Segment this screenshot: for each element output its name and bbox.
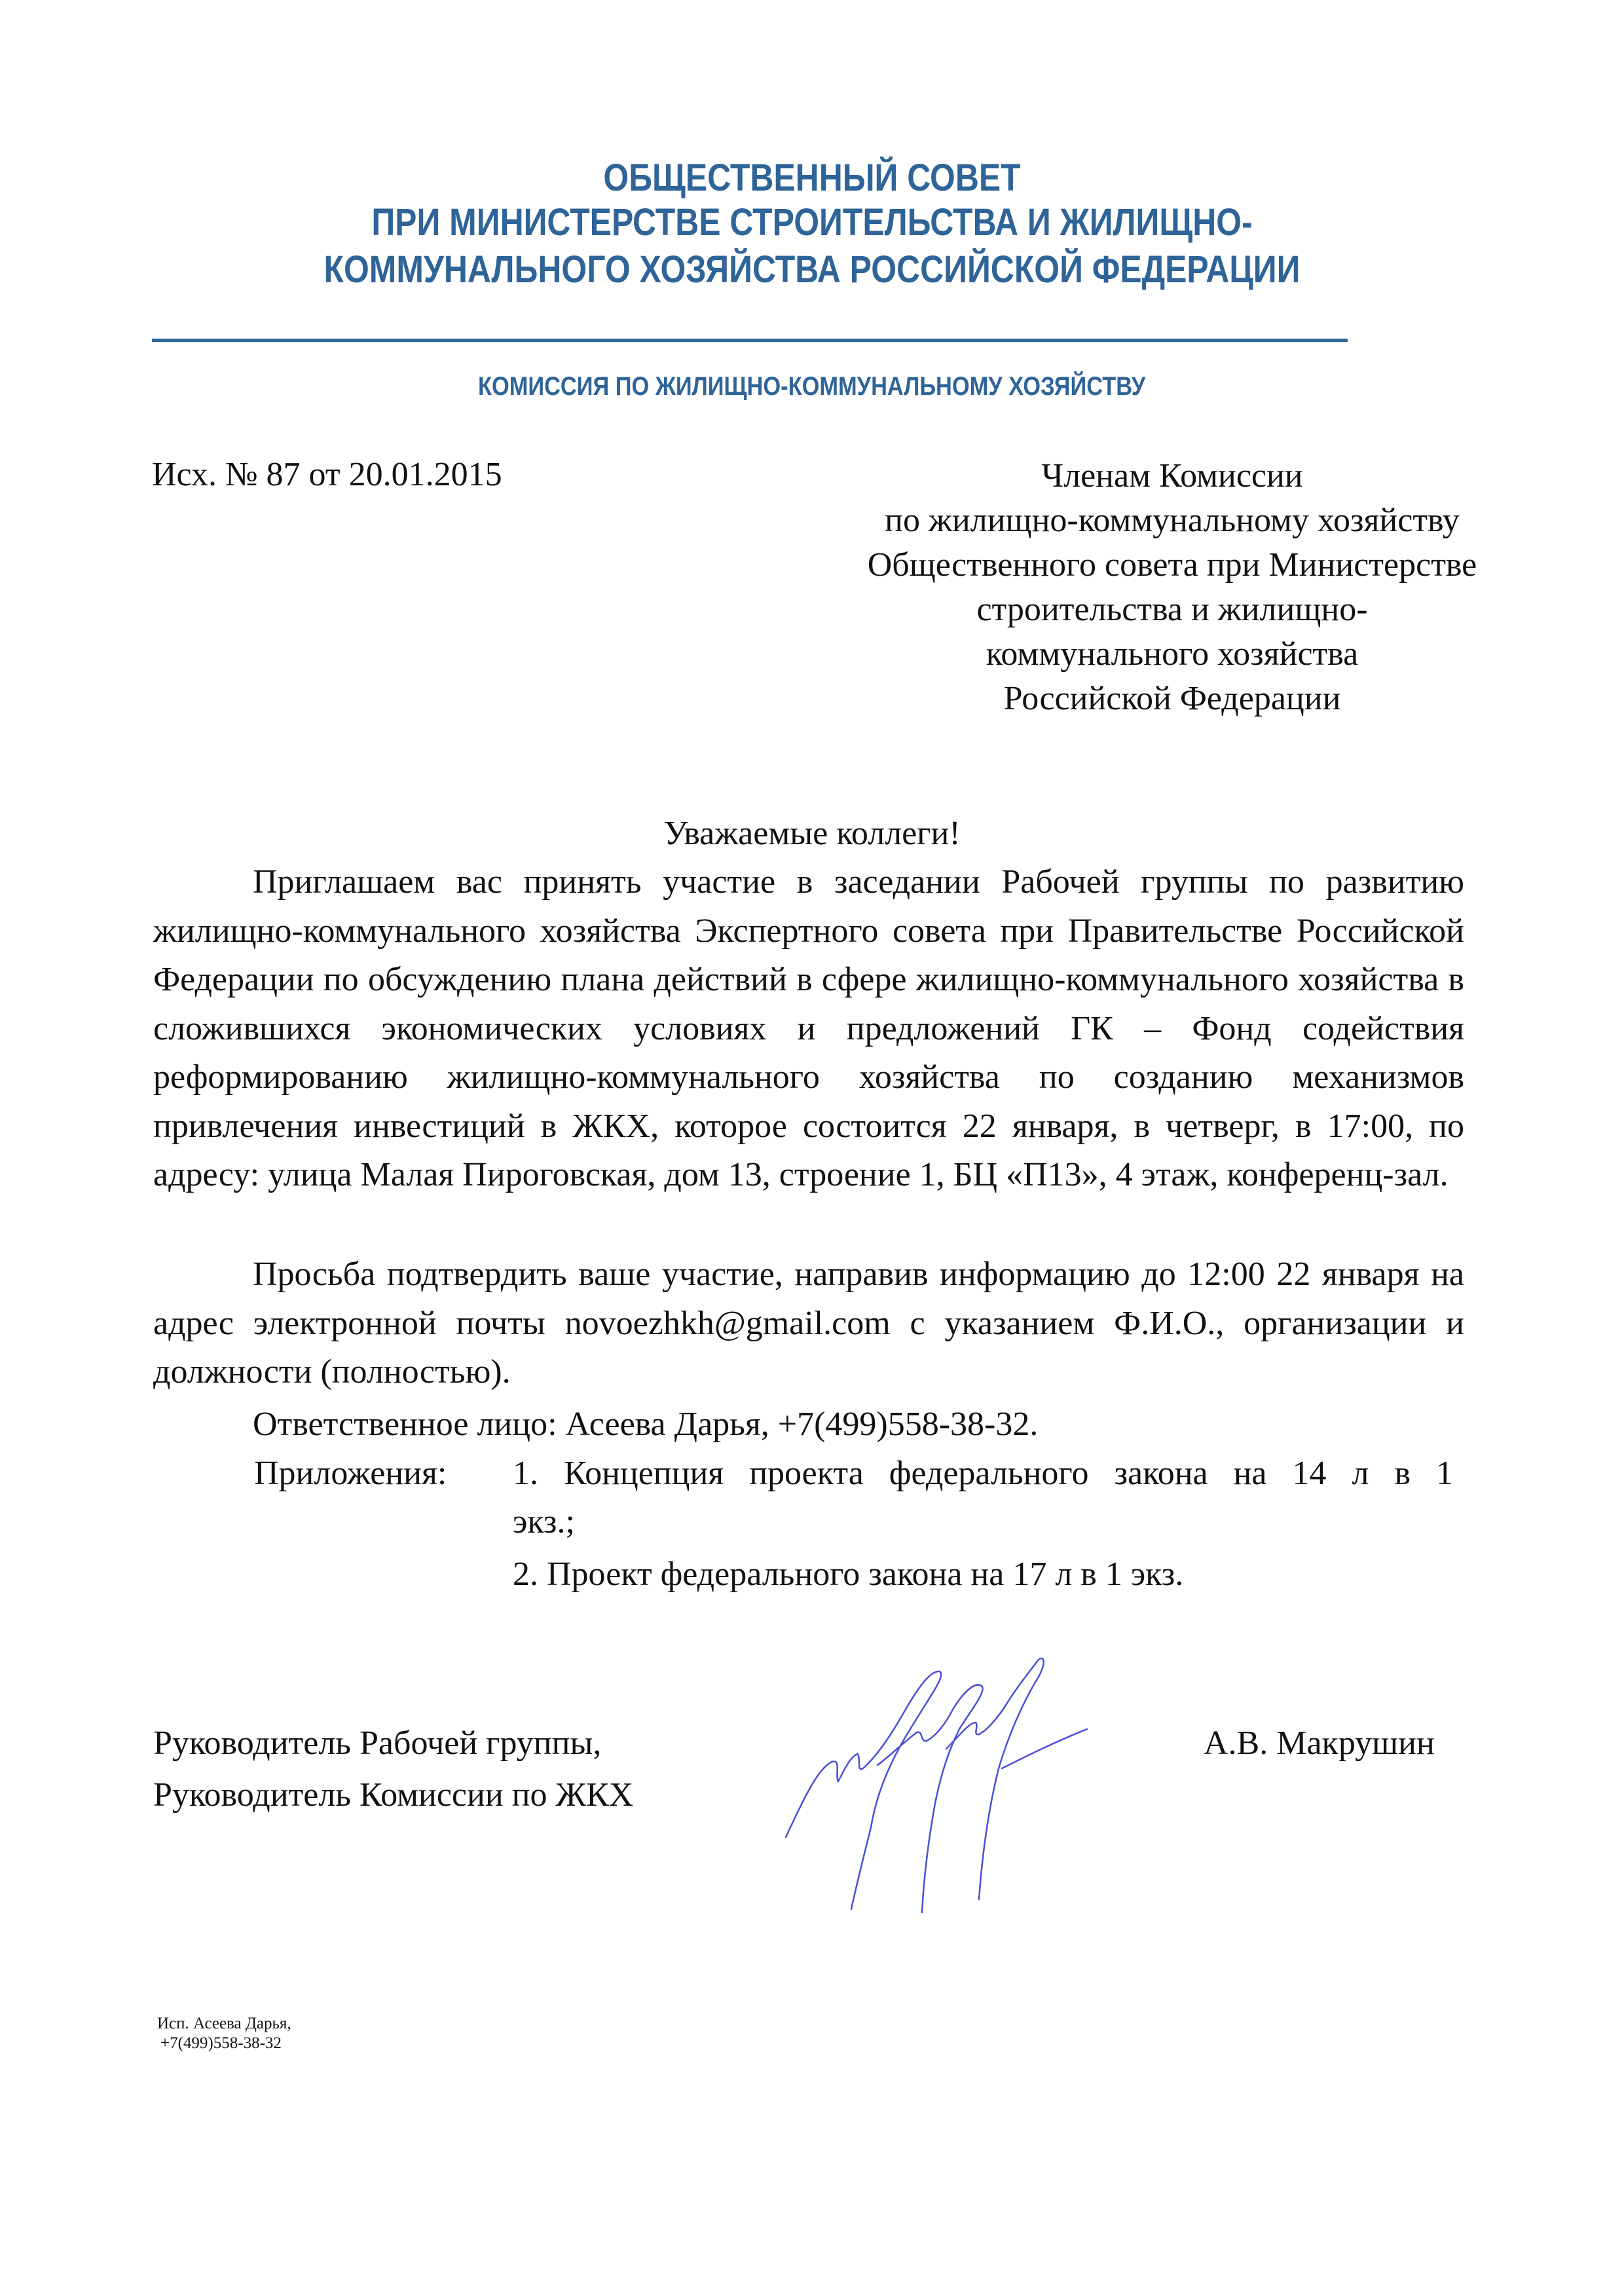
- greeting: Уважаемые коллеги!: [663, 815, 961, 852]
- attachments-label: Приложения:: [254, 1455, 447, 1492]
- recipient-line: коммунального хозяйства: [986, 635, 1359, 673]
- letterhead-divider: [152, 339, 1348, 342]
- signature-stroke: [1002, 1729, 1087, 1768]
- attachment-item-2: 2. Проект федерального закона на 17 л в 1 экз.: [513, 1556, 1184, 1593]
- recipient-line: Российской Федерации: [1003, 680, 1341, 717]
- signatory-role-1: Руководитель Рабочей группы,: [153, 1725, 602, 1762]
- letterhead-line-3: КОММУНАЛЬНОГО ХОЗЯЙСТВА РОССИЙСКОЙ ФЕДЕРАЦИИ: [323, 248, 1301, 291]
- signature-stroke: [946, 1658, 1044, 1899]
- recipient-line: Общественного совета при Министерстве: [867, 546, 1477, 584]
- recipient-line: Членам Комиссии: [1041, 457, 1303, 494]
- recipient-block: [812, 454, 1532, 721]
- attachment-item-1: 1. Концепция проекта федерального закона на 14 л в 1: [513, 1455, 1453, 1492]
- signature-stroke: [877, 1685, 983, 1912]
- handwritten-signature: [779, 1657, 1356, 1919]
- responsible-contact: Ответственное лицо: Асеева Дарья, +7(499)558-38-32.: [253, 1406, 1039, 1443]
- recipient-line: строительства и жилищно-: [976, 591, 1368, 628]
- signatory-name: А.В. Макрушин: [1204, 1725, 1435, 1762]
- attachment-item-1-continuation: экз.;: [513, 1503, 575, 1540]
- signature-stroke: [786, 1671, 941, 1909]
- letterhead-line-1: ОБЩЕСТВЕННЫЙ СОВЕТ: [603, 157, 1021, 199]
- outgoing-reference: Исх. № 87 от 20.01.2015: [152, 456, 502, 493]
- executor-name: Исп. Асеева Дарья,: [157, 2015, 291, 2032]
- body-paragraph-confirmation: Просьба подтвердить ваше участие, направив информацию до 12:00 22 января на адрес электронной почты novoezhkh@gmail.com с указанием Ф.И.О., организации и должности (полностью).: [153, 1256, 1464, 1390]
- signatory-role-2: Руководитель Комиссии по ЖКХ: [153, 1776, 634, 1814]
- executor-phone: +7(499)558-38-32: [160, 2034, 282, 2052]
- letterhead-line-2: ПРИ МИНИСТЕРСТВЕ СТРОИТЕЛЬСТВА И ЖИЛИЩНО-: [371, 201, 1253, 244]
- executor-footer: [157, 2014, 291, 2053]
- commission-title-text: КОМИССИЯ ПО ЖИЛИЩНО-КОММУНАЛЬНОМУ ХОЗЯЙСТВУ: [478, 372, 1146, 401]
- body-paragraph-invitation: Приглашаем вас принять участие в заседании Рабочей группы по развитию жилищно-коммунального хозяйства Экспертного совета при Правительстве Российской Федерации по обсуждению плана действий в сфере жилищно-коммунального хозяйства в сложившихся экономических условиях и предложений ГК – Фонд содействия реформированию жилищно-коммунального хозяйства по созданию механизмов привлечения инвестиций в ЖКХ, которое состоится 22 января, в четверг, в 17:00, по адресу: улица Малая Пироговская, дом 13, строение 1, БЦ «П13», 4 этаж, конференц-зал.: [153, 863, 1464, 1193]
- recipient-line: по жилищно-коммунальному хозяйству: [885, 502, 1460, 539]
- commission-title: [0, 372, 1624, 401]
